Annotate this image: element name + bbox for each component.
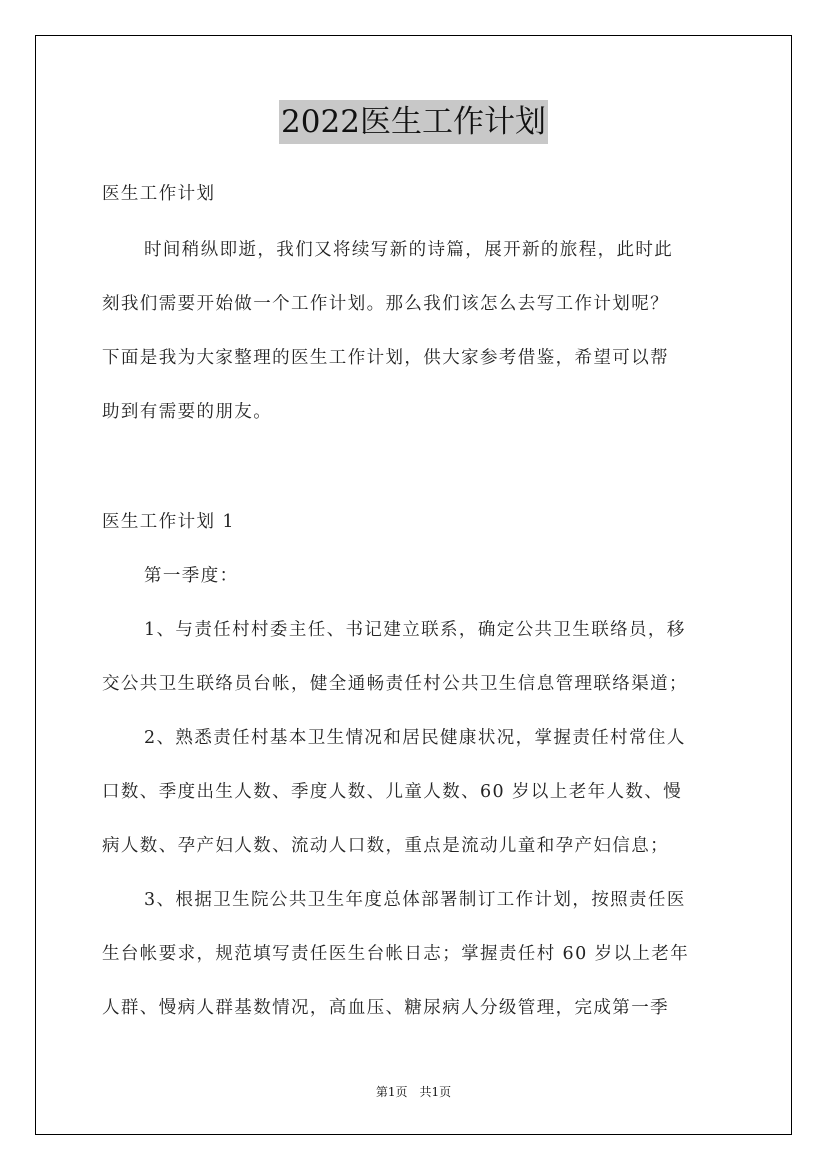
quarter-heading: 第一季度： (144, 566, 239, 586)
subtitle: 医生工作计划 (102, 184, 216, 204)
item-line: 交公共卫生联络员台帐，健全通畅责任村公共卫生信息管理联络渠道； (102, 674, 688, 694)
intro-line: 下面是我为大家整理的医生工作计划，供大家参考借鉴，希望可以帮 (102, 348, 669, 368)
item-line: 3、根据卫生院公共卫生年度总体部署制订工作计划，按照责任医 (144, 890, 686, 910)
section-heading: 医生工作计划 1 (102, 512, 235, 532)
intro-line: 助到有需要的朋友。 (102, 402, 273, 422)
title-container (0, 100, 827, 144)
item-line: 生台帐要求，规范填写责任医生台帐日志；掌握责任村 60 岁以上老年 (102, 944, 690, 964)
intro-line: 时间稍纵即逝，我们又将续写新的诗篇，展开新的旅程，此时此 (144, 240, 674, 260)
intro-line: 刻我们需要开始做一个工作计划。那么我们该怎么去写工作计划呢？ (102, 294, 669, 314)
document-title: 2022医生工作计划 (279, 100, 548, 144)
page-footer: 第1页 共1页 (375, 1085, 452, 1099)
item-line: 2、熟悉责任村基本卫生情况和居民健康状况，掌握责任村常住人 (144, 728, 686, 748)
item-line: 人群、慢病人群基数情况，高血压、糖尿病人分级管理，完成第一季 (102, 998, 669, 1018)
item-line: 病人数、孕产妇人数、流动人口数，重点是流动儿童和孕产妇信息； (102, 836, 669, 856)
item-line: 1、与责任村村委主任、书记建立联系，确定公共卫生联络员，移 (144, 620, 686, 640)
item-line: 口数、季度出生人数、季度人数、儿童人数、60 岁以上老年人数、慢 (102, 782, 683, 802)
